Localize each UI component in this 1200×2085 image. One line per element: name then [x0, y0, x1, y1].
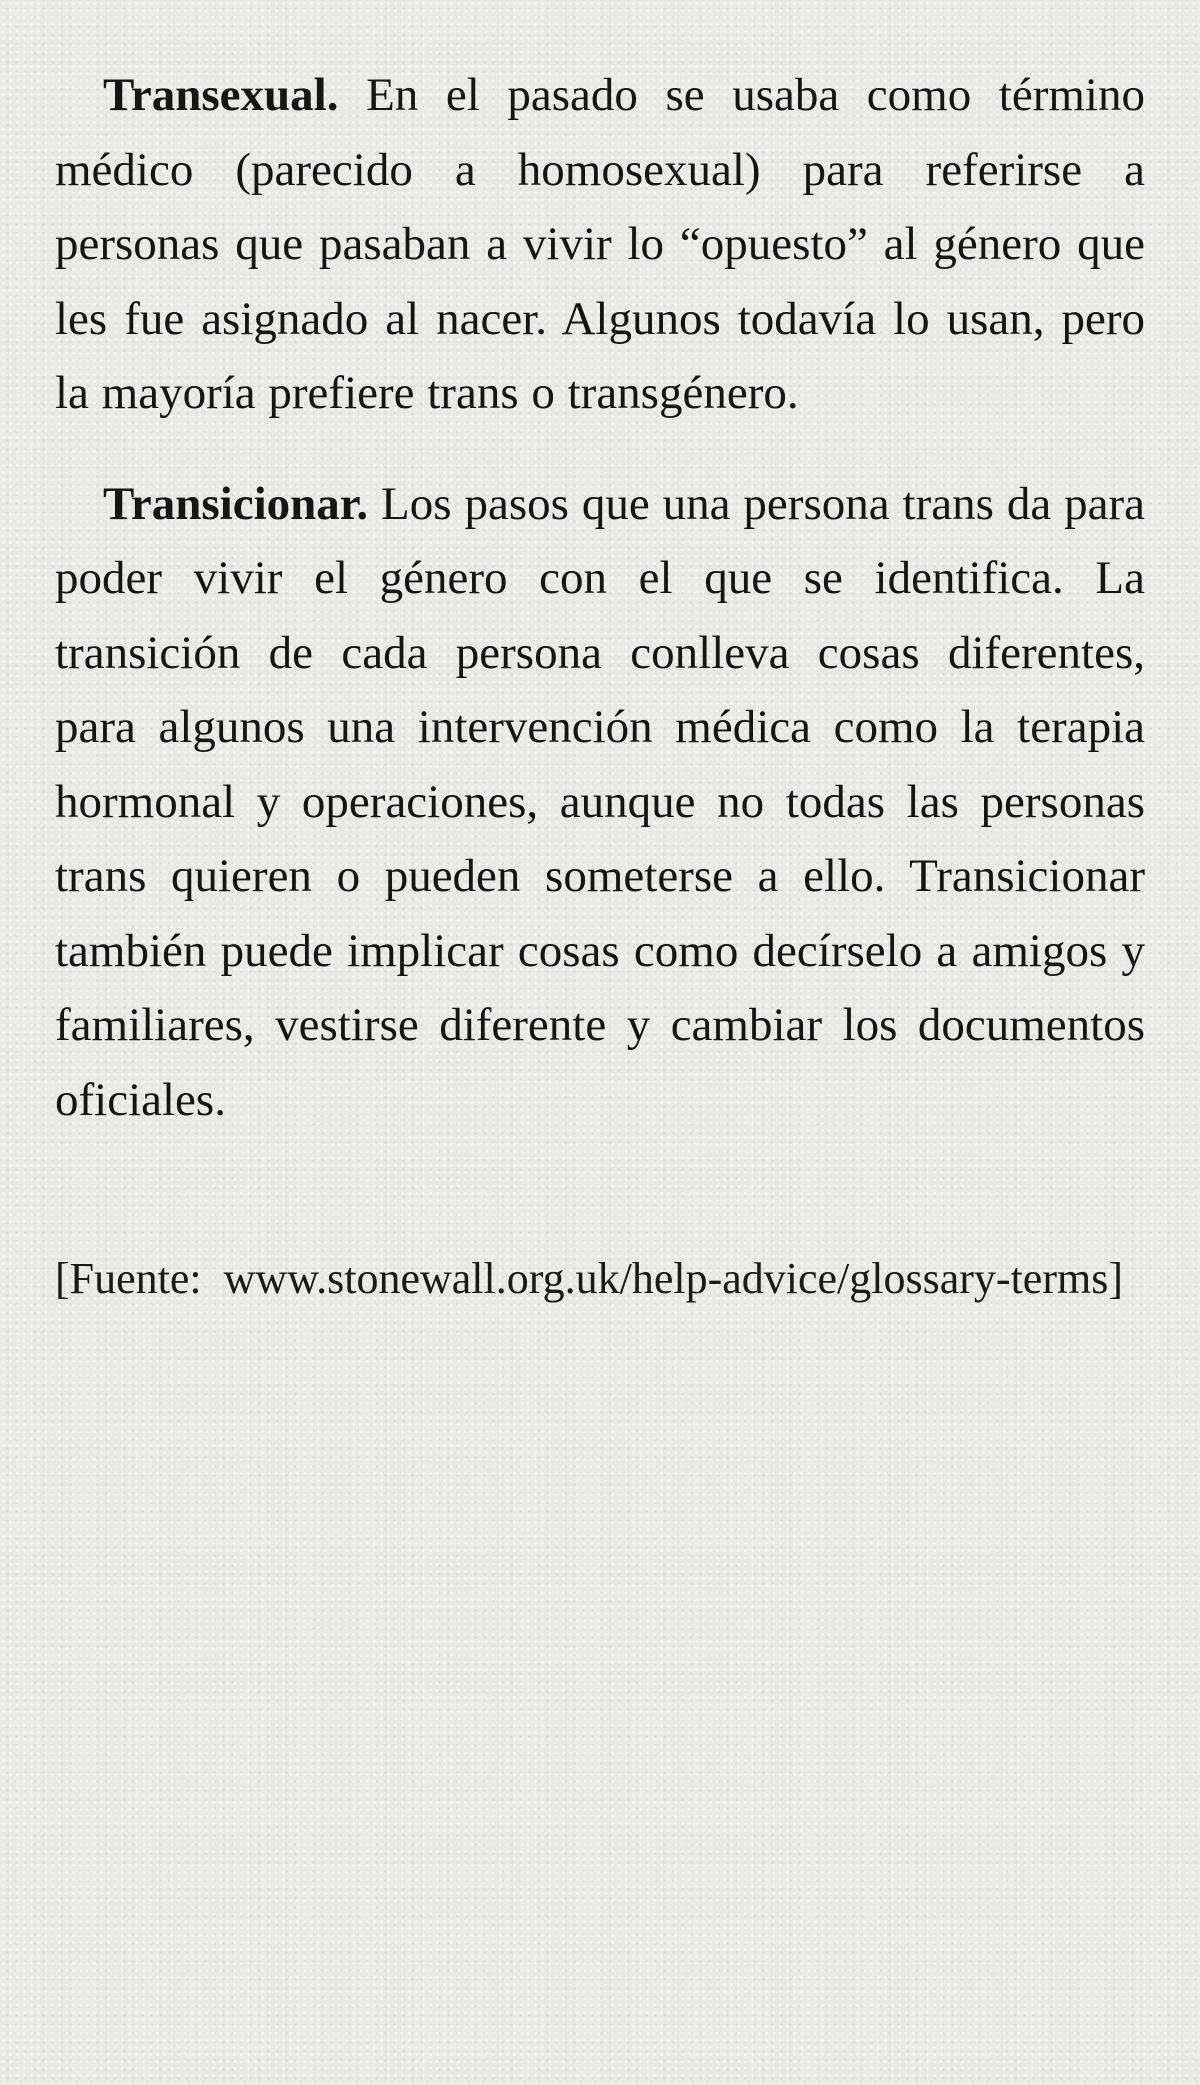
glossary-entry-transicionar: [55, 467, 1145, 1138]
glossary-term: Transicionar.: [103, 477, 369, 530]
glossary-entry-transexual: [55, 58, 1145, 431]
glossary-term: Transexual.: [103, 69, 339, 121]
glossary-definition: Los pasos que una persona trans da para poder vivir el género con el que se identifica. La transición de cada persona conlleva cosas diferentes, para algunos una intervención médica como la terapia hormonal y operaciones, aunque no todas las personas trans quieren o pueden someterse a ello. Transicionar también puede implicar cosas como decírselo a amigos y familiares, vestirse diferente y cambiar los documentos oficiales.: [55, 477, 1145, 1126]
source-close: ]: [1108, 1254, 1123, 1303]
source-label: [Fuente:: [55, 1254, 202, 1303]
source-url: www.stonewall.org.uk/help-advice/glossary-terms: [223, 1254, 1109, 1303]
source-citation: [55, 1245, 1145, 1313]
glossary-definition: En el pasado se usaba como término médico (parecido a homosexual) para referirse a personas que pasaban a vivir lo “opuesto” al género que les fue asignado al nacer. Algunos todavía lo usan, pero la mayoría prefiere trans o transgénero.: [55, 69, 1145, 419]
glossary-page: [55, 58, 1145, 1313]
